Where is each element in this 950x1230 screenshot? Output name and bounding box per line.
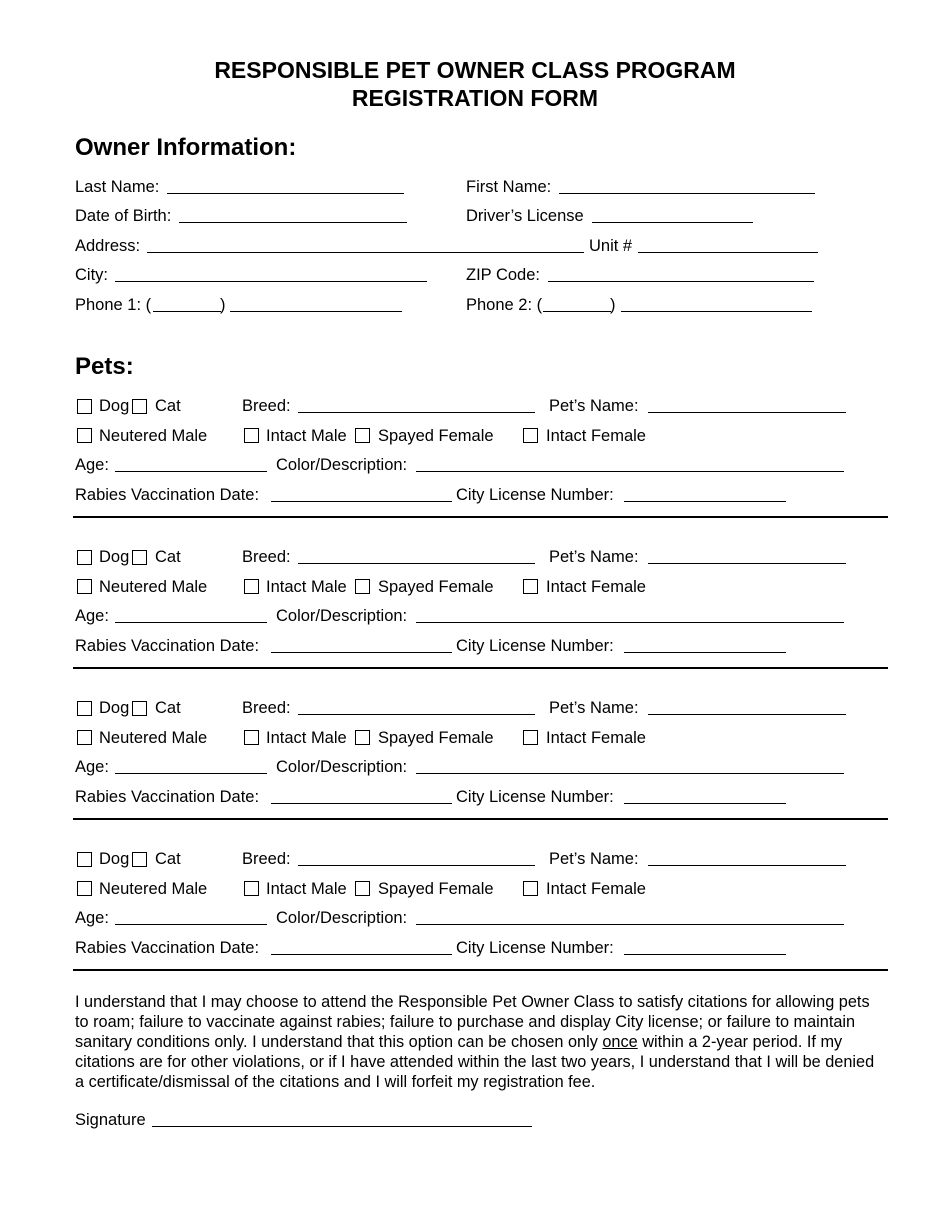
neutered-male-label: Neutered Male [99, 427, 208, 445]
neutered-male-checkbox[interactable] [77, 428, 92, 443]
neutered-male-checkbox[interactable] [77, 881, 92, 896]
pet-divider [73, 516, 888, 518]
statement-emphasis: once [602, 1033, 638, 1051]
intact-female-checkbox[interactable] [523, 730, 538, 745]
dob-label: Date of Birth: [75, 207, 172, 225]
last-name-label: Last Name: [75, 178, 160, 196]
phone2-area-code-field[interactable] [543, 311, 611, 312]
pet-name-field[interactable] [648, 412, 846, 413]
dog-label: Dog [99, 699, 130, 717]
color-label: Color/Description: [276, 456, 408, 474]
neutered-male-label: Neutered Male [99, 880, 208, 898]
breed-label: Breed: [242, 699, 291, 717]
dog-checkbox[interactable] [77, 399, 92, 414]
intact-male-label: Intact Male [266, 427, 347, 445]
phone2-close-paren: ) [610, 296, 616, 314]
spayed-female-checkbox[interactable] [355, 579, 370, 594]
rabies-date-field[interactable] [271, 652, 452, 653]
color-label: Color/Description: [276, 909, 408, 927]
color-field[interactable] [416, 924, 844, 925]
zip-label: ZIP Code: [466, 266, 540, 284]
unit-field[interactable] [638, 252, 818, 253]
pet-name-label: Pet’s Name: [549, 699, 639, 717]
unit-label: Unit # [589, 237, 633, 255]
license-number-field[interactable] [624, 954, 786, 955]
phone2-label: Phone 2: ( [466, 296, 543, 314]
spayed-female-label: Spayed Female [378, 729, 494, 747]
spayed-female-checkbox[interactable] [355, 881, 370, 896]
cat-label: Cat [155, 548, 181, 566]
breed-label: Breed: [242, 397, 291, 415]
intact-female-label: Intact Female [546, 578, 646, 596]
intact-male-label: Intact Male [266, 729, 347, 747]
license-number-field[interactable] [624, 501, 786, 502]
drivers-license-label: Driver’s License [466, 207, 584, 225]
spayed-female-checkbox[interactable] [355, 428, 370, 443]
address-field[interactable] [147, 252, 584, 253]
breed-field[interactable] [298, 412, 535, 413]
intact-female-checkbox[interactable] [523, 881, 538, 896]
first-name-label: First Name: [466, 178, 552, 196]
rabies-label: Rabies Vaccination Date: [75, 486, 260, 504]
intact-female-label: Intact Female [546, 427, 646, 445]
intact-male-checkbox[interactable] [244, 881, 259, 896]
pet-divider [73, 667, 888, 669]
cat-label: Cat [155, 397, 181, 415]
signature-field[interactable] [152, 1126, 532, 1127]
form-title-line2: REGISTRATION FORM [351, 85, 599, 111]
rabies-date-field[interactable] [271, 954, 452, 955]
neutered-male-label: Neutered Male [99, 729, 208, 747]
intact-female-label: Intact Female [546, 729, 646, 747]
license-label: City License Number: [456, 788, 614, 806]
cat-checkbox[interactable] [132, 550, 147, 565]
age-label: Age: [75, 909, 109, 927]
intact-male-checkbox[interactable] [244, 730, 259, 745]
rabies-label: Rabies Vaccination Date: [75, 939, 260, 957]
license-label: City License Number: [456, 637, 614, 655]
breed-field[interactable] [298, 563, 535, 564]
owner-section-heading: Owner Information: [75, 134, 297, 161]
color-field[interactable] [416, 471, 844, 472]
age-label: Age: [75, 758, 109, 776]
spayed-female-checkbox[interactable] [355, 730, 370, 745]
license-number-field[interactable] [624, 652, 786, 653]
pet-name-label: Pet’s Name: [549, 548, 639, 566]
cat-checkbox[interactable] [132, 701, 147, 716]
form-title-line1: RESPONSIBLE PET OWNER CLASS PROGRAM [214, 57, 736, 83]
drivers-license-field[interactable] [592, 222, 753, 223]
city-field[interactable] [115, 281, 427, 282]
first-name-field[interactable] [559, 193, 815, 194]
dob-field[interactable] [179, 222, 407, 223]
age-field[interactable] [115, 622, 267, 623]
dog-label: Dog [99, 397, 130, 415]
phone2-number-field[interactable] [621, 311, 812, 312]
phone1-label: Phone 1: ( [75, 296, 152, 314]
intact-male-label: Intact Male [266, 880, 347, 898]
pet-divider [73, 969, 888, 971]
signature-label: Signature [75, 1111, 146, 1129]
pet-name-field[interactable] [648, 563, 846, 564]
breed-field[interactable] [298, 714, 535, 715]
license-label: City License Number: [456, 939, 614, 957]
rabies-label: Rabies Vaccination Date: [75, 637, 260, 655]
cat-checkbox[interactable] [132, 399, 147, 414]
rabies-label: Rabies Vaccination Date: [75, 788, 260, 806]
dog-label: Dog [99, 850, 130, 868]
color-field[interactable] [416, 622, 844, 623]
intact-male-checkbox[interactable] [244, 579, 259, 594]
intact-female-label: Intact Female [546, 880, 646, 898]
age-field[interactable] [115, 471, 267, 472]
spayed-female-label: Spayed Female [378, 427, 494, 445]
breed-label: Breed: [242, 850, 291, 868]
cat-label: Cat [155, 850, 181, 868]
neutered-male-label: Neutered Male [99, 578, 208, 596]
pet-name-label: Pet’s Name: [549, 850, 639, 868]
intact-male-label: Intact Male [266, 578, 347, 596]
intact-male-checkbox[interactable] [244, 428, 259, 443]
pets-section-heading: Pets: [75, 353, 134, 380]
pet-name-field[interactable] [648, 865, 846, 866]
rabies-date-field[interactable] [271, 803, 452, 804]
statement-part2: within a 2-year period. If my citations are for other violations, or if I have attended within the last two years, I understand that I will be denied a certificate/dismissal of the citations and I will forfeit my registration fee. [75, 1033, 875, 1091]
zip-field[interactable] [548, 281, 814, 282]
color-field[interactable] [416, 773, 844, 774]
intact-female-checkbox[interactable] [523, 579, 538, 594]
age-label: Age: [75, 607, 109, 625]
neutered-male-checkbox[interactable] [77, 730, 92, 745]
breed-field[interactable] [298, 865, 535, 866]
dog-checkbox[interactable] [77, 701, 92, 716]
last-name-field[interactable] [167, 193, 404, 194]
intact-female-checkbox[interactable] [523, 428, 538, 443]
neutered-male-checkbox[interactable] [77, 579, 92, 594]
color-label: Color/Description: [276, 758, 408, 776]
cat-label: Cat [155, 699, 181, 717]
dog-checkbox[interactable] [77, 852, 92, 867]
breed-label: Breed: [242, 548, 291, 566]
age-field[interactable] [115, 924, 267, 925]
statement-part1: I understand that I may choose to attend the Responsible Pet Owner Class to satisfy citations for allowing pets to roam; failure to vaccinate against rabies; failure to purchase and display City license; or failure to maintain sanitary conditions only. I understand that this option can be chosen only [75, 993, 870, 1051]
phone1-close-paren: ) [220, 296, 226, 314]
phone1-number-field[interactable] [230, 311, 402, 312]
age-field[interactable] [115, 773, 267, 774]
color-label: Color/Description: [276, 607, 408, 625]
statement-paragraph [75, 992, 885, 1092]
pet-name-field[interactable] [648, 714, 846, 715]
spayed-female-label: Spayed Female [378, 578, 494, 596]
license-label: City License Number: [456, 486, 614, 504]
pet-name-label: Pet’s Name: [549, 397, 639, 415]
address-label: Address: [75, 237, 141, 255]
cat-checkbox[interactable] [132, 852, 147, 867]
dog-label: Dog [99, 548, 130, 566]
license-number-field[interactable] [624, 803, 786, 804]
rabies-date-field[interactable] [271, 501, 452, 502]
spayed-female-label: Spayed Female [378, 880, 494, 898]
phone1-area-code-field[interactable] [153, 311, 221, 312]
city-label: City: [75, 266, 108, 284]
dog-checkbox[interactable] [77, 550, 92, 565]
pet-divider [73, 818, 888, 820]
age-label: Age: [75, 456, 109, 474]
